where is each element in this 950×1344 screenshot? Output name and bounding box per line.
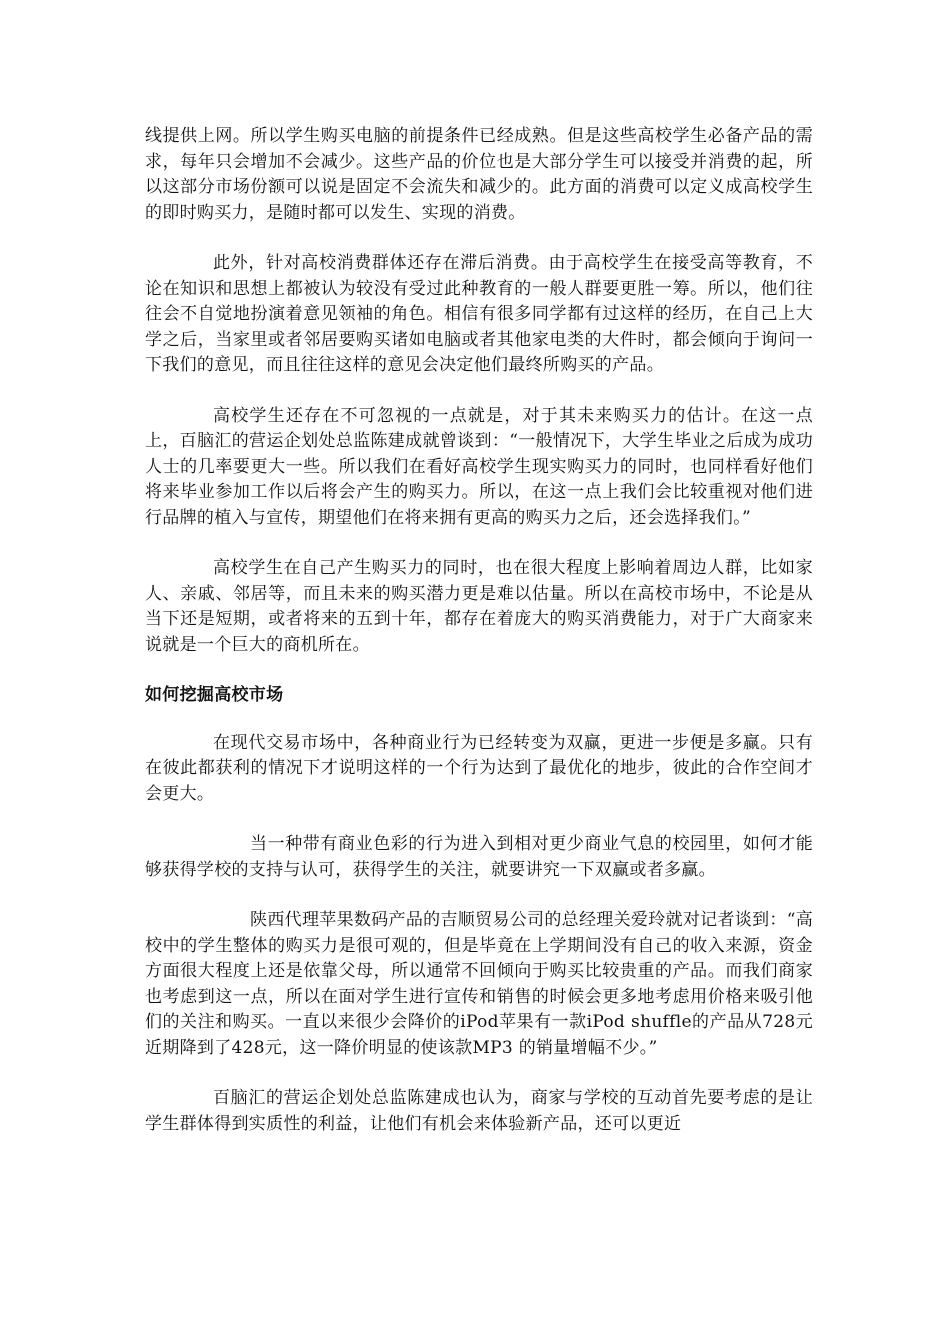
paragraph-continuation: 线提供上网。所以学生购买电脑的前提条件已经成熟。但是这些高校学生必备产品的需求，每年只会增加不会减少。这些产品的价位也是大部分学生可以接受并消费的起，所以这部分市场份额可以说是固定不会流失和减少的。此方面的消费可以定义成高校学生的即时购买力，是随时都可以发生、实现的消费。: [145, 126, 813, 223]
paragraph-delayed-consumption: 此外，针对高校消费群体还存在滞后消费。由于高校学生在接受高等教育，不论在知识和思想上都被认为较没有受过此种教育的一般人群要更胜一筹。所以，他们往往会不自觉地扮演着意见领袖的角色。相信有很多同学都有过这样的经历，在自己上大学之后，当家里或者邻居要购买诸如电脑或者其他家电类的大件时，都会倾向于询问一下我们的意见，而且往往这样的意见会决定他们最终所购买的产品。: [145, 253, 813, 375]
paragraph-influence-on-others: 高校学生在自己产生购买力的同时，也在很大程度上影响着周边人群，比如家人、亲戚、邻居等，而且未来的购买潜力更是难以估量。所以在高校市场中，不论是从当下还是短期，或者将来的五到十年，都存在着庞大的购买消费能力，对于广大商家来说就是一个巨大的商机所在。: [145, 558, 813, 655]
paragraph-future-purchasing-power: 高校学生还存在不可忽视的一点就是，对于其未来购买力的估计。在这一点上，百脑汇的营运企划处总监陈建成就曾谈到：“一般情况下，大学生毕业之后成为成功人士的几率要更大一些。所以我们在看好高校学生现实购买力的同时，也同样看好他们将来毕业参加工作以后将会产生的购买力。所以，在这一点上我们会比较重视对他们进行品牌的植入与宣传，期望他们在将来拥有更高的购买力之后，还会选择我们。”: [145, 405, 813, 528]
paragraph-buynow-interaction: 百脑汇的营运企划处总监陈建成也认为，商家与学校的互动首先要考虑的是让学生群体得到实质性的利益，让他们有机会来体验新产品，还可以更近: [145, 1088, 813, 1134]
paragraph-apple-dealer-quote: 陕西代理苹果数码产品的吉顺贸易公司的总经理关爱玲就对记者谈到：“高校中的学生整体的购买力是很可观的，但是毕竟在上学期间没有自己的收入来源，资金方面很大程度上还是依靠父母，所以通常不回倾向于购买比较贵重的产品。而我们商家也考虑到这一点，所以在面对学生进行宣传和销售的时候会更多地考虑用价格来吸引他们的关注和购买。一直以来很少会降价的iPod苹果有一款iPod shuffle的产品从728元近期降到了428元，这一降价明显的使该款MP3 的销量增幅不少。”: [145, 910, 813, 1058]
paragraph-win-win: 在现代交易市场中，各种商业行为已经转变为双赢，更进一步便是多赢。只有在彼此都获利的情况下才说明这样的一个行为达到了最优化的地步，彼此的合作空间才会更大。: [145, 732, 813, 804]
paragraph-campus-commerce: 当一种带有商业色彩的行为进入到相对更少商业气息的校园里，如何才能够获得学校的支持与认可，获得学生的关注，就要讲究一下双赢或者多赢。: [145, 834, 813, 880]
document-page: [145, 124, 813, 1162]
section-heading: 如何挖掘高校市场: [145, 685, 284, 705]
